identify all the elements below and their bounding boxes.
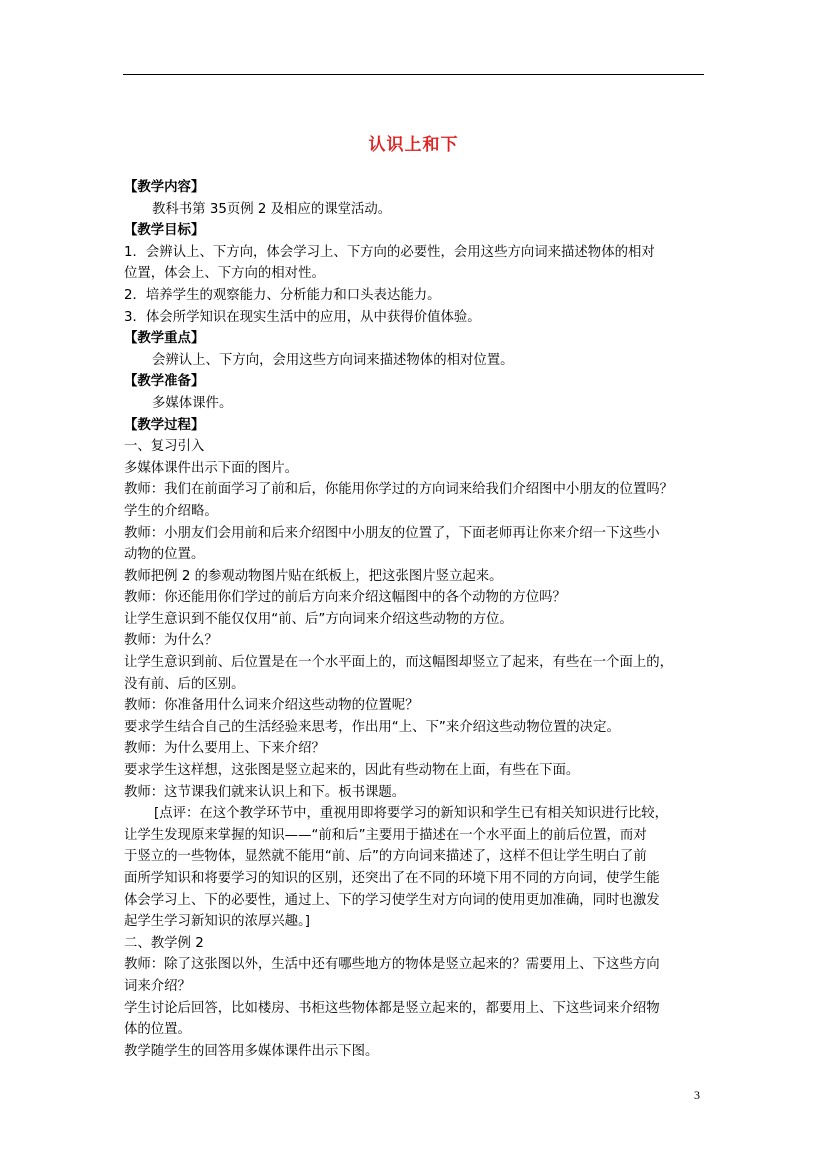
paragraph-line: 让学生意识到前、后位置是在一个水平面上的，而这幅图却竖立了起来，有些在一个面上的， (124, 655, 674, 671)
indented-paragraph-line: 教科书第 35页例 2 及相应的课堂活动。 (152, 201, 392, 217)
paragraph-line: 二、教学例 2 (124, 935, 204, 951)
page-title: 认识上和下 (368, 135, 459, 155)
paragraph-line: 教师：为什么？ (124, 633, 218, 649)
section-heading: 【教学内容】 (124, 180, 205, 195)
paragraph-line: 词来介绍？ (124, 978, 191, 994)
indented-paragraph-line: 会辨认上、下方向，会用这些方向词来描述物体的相对位置。 (152, 352, 514, 368)
paragraph-line: 教师：为什么要用上、下来介绍？ (124, 741, 325, 757)
paragraph-line: 要求学生这样想，这张图是竖立起来的，因此有些动物在上面，有些在下面。 (124, 763, 580, 779)
comment-paragraph-line: [点评：在这个教学环节中，重视用即将要学习的新知识和学生已有相关知识进行比较， (154, 806, 669, 822)
paragraph-line: 2．培养学生的观察能力、分析能力和口头表达能力。 (124, 287, 441, 303)
paragraph-line: 于竖立的一些物体，显然就不能用“前、后”的方向词来描述了，这样不但让学生明白了前 (124, 849, 647, 865)
paragraph-line: 多媒体课件出示下面的图片。 (124, 460, 299, 476)
paragraph-line: 教师：你还能用你们学过的前后方向来介绍这幅图中的各个动物的方位吗？ (124, 590, 566, 606)
paragraph-line: 教师：这节课我们就来认识上和下。板书课题。 (124, 784, 406, 800)
paragraph-line: 面所学知识和将要学习的知识的区别，还突出了在不同的环境下用不同的方向词，使学生能 (124, 871, 660, 886)
section-heading: 【教学重点】 (124, 331, 205, 347)
paragraph-line: 让学生意识到不能仅仅用“前、后”方向词来介绍这些动物的方位。 (124, 611, 513, 627)
paragraph-line: 学生讨论后回答，比如楼房、书柜这些物体都是竖立起来的，都要用上、下这些词来介绍物 (124, 1000, 660, 1016)
paragraph-line: 教师：除了这张图以外，生活中还有哪些地方的物体是竖立起来的？需要用上、下这些方向 (124, 957, 660, 973)
paragraph-line: 1．会辨认上、下方向，体会学习上、下方向的必要性，会用这些方向词来描述物体的相对 (124, 244, 655, 260)
paragraph-line: 位置，体会上、下方向的相对性。 (124, 266, 325, 282)
paragraph-line: 教师：小朋友们会用前和后来介绍图中小朋友的位置了，下面老师再让你来介绍一下这些小 (124, 525, 660, 541)
section-heading: 【教学目标】 (124, 223, 205, 239)
paragraph-line: 教师把例 2 的参观动物图片贴在纸板上，把这张图片竖立起来。 (124, 568, 503, 584)
document-body (124, 177, 708, 1062)
paragraph-line: 起学生学习新知识的浓厚兴趣。] (124, 914, 310, 930)
header-rule (123, 74, 704, 75)
paragraph-line: 学生的介绍略。 (124, 503, 218, 519)
section-heading: 【教学准备】 (124, 374, 205, 390)
paragraph-line: 让学生发现原来掌握的知识——“前和后”主要用于描述在一个水平面上的前后位置，而对 (124, 827, 647, 843)
indented-paragraph-line: 多媒体课件。 (152, 395, 233, 411)
paragraph-line: 体的位置。 (124, 1022, 191, 1038)
paragraph-line: 3．体会所学知识在现实生活中的应用，从中获得价值体验。 (124, 309, 481, 325)
paragraph-line: 动物的位置。 (124, 547, 205, 563)
paragraph-line: 教学随学生的回答用多媒体课件出示下图。 (124, 1043, 379, 1059)
page-number: 3 (694, 1088, 700, 1102)
paragraph-line: 没有前、后的区别。 (124, 676, 245, 692)
paragraph-line: 一、复习引入 (124, 439, 205, 455)
paragraph-line: 要求学生结合自己的生活经验来思考，作出用“上、下”来介绍这些动物位置的决定。 (124, 719, 620, 735)
paragraph-line: 教师：你准备用什么词来介绍这些动物的位置呢？ (124, 698, 419, 714)
paragraph-line: 体会学习上、下的必要性，通过上、下的学习使学生对方向词的使用更加准确，同时也激发 (124, 892, 660, 908)
paragraph-line: 教师：我们在前面学习了前和后，你能用你学过的方向词来给我们介绍图中小朋友的位置吗？ (124, 482, 674, 498)
section-heading: 【教学过程】 (124, 417, 205, 433)
